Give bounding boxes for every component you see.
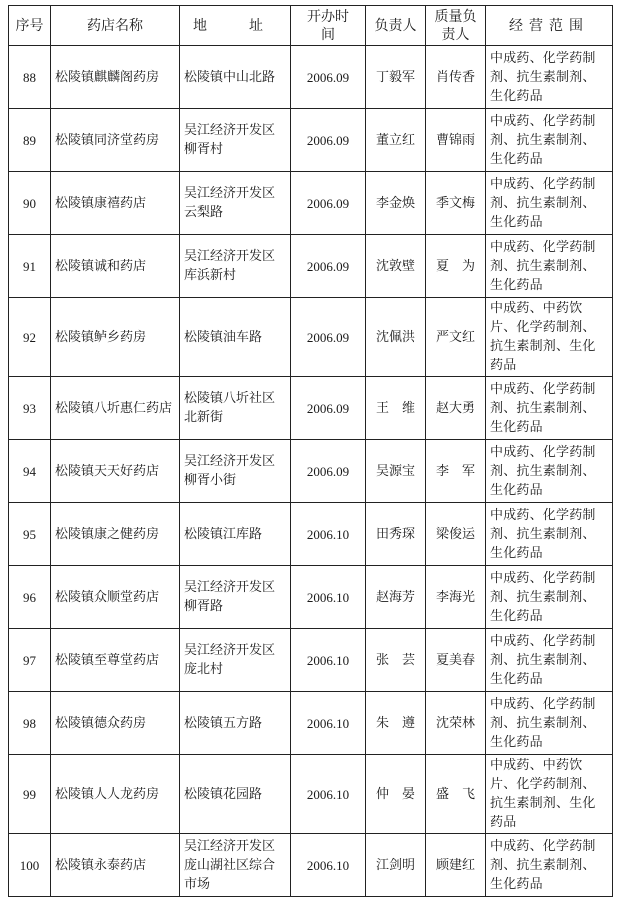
header-opened: 开办时间	[291, 6, 366, 46]
cell-manager: 朱 遵	[366, 692, 426, 755]
cell-opened: 2006.10	[291, 834, 366, 897]
cell-scope: 中成药、中药饮片、化学药制剂、抗生素制剂、生化药品	[486, 298, 613, 377]
cell-name: 松陵镇德众药房	[51, 692, 180, 755]
cell-opened: 2006.09	[291, 109, 366, 172]
cell-quality: 顾建红	[426, 834, 486, 897]
header-manager: 负责人	[366, 6, 426, 46]
table-row	[9, 235, 613, 298]
cell-quality: 李海光	[426, 566, 486, 629]
cell-no: 98	[9, 692, 51, 755]
cell-manager: 江剑明	[366, 834, 426, 897]
cell-name: 松陵镇天天好药店	[51, 440, 180, 503]
cell-name: 松陵镇永泰药店	[51, 834, 180, 897]
cell-name: 松陵镇诚和药店	[51, 235, 180, 298]
cell-address: 吴江经济开发区庞北村	[180, 629, 291, 692]
cell-opened: 2006.09	[291, 377, 366, 440]
cell-address: 吴江经济开发区柳胥小街	[180, 440, 291, 503]
header-no: 序号	[9, 6, 51, 46]
cell-no: 88	[9, 46, 51, 109]
cell-manager: 田秀琛	[366, 503, 426, 566]
cell-no: 91	[9, 235, 51, 298]
cell-scope: 中成药、化学药制剂、抗生素制剂、生化药品	[486, 109, 613, 172]
cell-quality: 沈荣林	[426, 692, 486, 755]
cell-manager: 沈佩洪	[366, 298, 426, 377]
header-name: 药店名称	[51, 6, 180, 46]
cell-no: 93	[9, 377, 51, 440]
cell-scope: 中成药、化学药制剂、抗生素制剂、生化药品	[486, 377, 613, 440]
cell-scope: 中成药、化学药制剂、抗生素制剂、生化药品	[486, 692, 613, 755]
table-row	[9, 629, 613, 692]
cell-opened: 2006.10	[291, 503, 366, 566]
cell-quality: 严文红	[426, 298, 486, 377]
table-row	[9, 172, 613, 235]
table-row	[9, 109, 613, 172]
cell-quality: 曹锦雨	[426, 109, 486, 172]
cell-no: 96	[9, 566, 51, 629]
cell-opened: 2006.10	[291, 692, 366, 755]
cell-address: 松陵镇花园路	[180, 755, 291, 834]
cell-quality: 季文梅	[426, 172, 486, 235]
cell-scope: 中成药、化学药制剂、抗生素制剂、生化药品	[486, 629, 613, 692]
cell-manager: 赵海芳	[366, 566, 426, 629]
cell-opened: 2006.10	[291, 629, 366, 692]
cell-address: 吴江经济开发区柳胥路	[180, 566, 291, 629]
cell-no: 100	[9, 834, 51, 897]
table-row	[9, 377, 613, 440]
cell-no: 90	[9, 172, 51, 235]
cell-name: 松陵镇至尊堂药店	[51, 629, 180, 692]
cell-address: 松陵镇五方路	[180, 692, 291, 755]
cell-scope: 中成药、中药饮片、化学药制剂、抗生素制剂、生化药品	[486, 755, 613, 834]
table-row	[9, 755, 613, 834]
cell-address: 松陵镇江库路	[180, 503, 291, 566]
table-row	[9, 566, 613, 629]
cell-opened: 2006.10	[291, 566, 366, 629]
cell-no: 92	[9, 298, 51, 377]
cell-opened: 2006.09	[291, 235, 366, 298]
cell-scope: 中成药、化学药制剂、抗生素制剂、生化药品	[486, 46, 613, 109]
cell-name: 松陵镇人人龙药房	[51, 755, 180, 834]
cell-name: 松陵镇麒麟阁药房	[51, 46, 180, 109]
cell-scope: 中成药、化学药制剂、抗生素制剂、生化药品	[486, 440, 613, 503]
cell-quality: 梁俊运	[426, 503, 486, 566]
cell-quality: 肖传香	[426, 46, 486, 109]
cell-name: 松陵镇康之健药房	[51, 503, 180, 566]
cell-scope: 中成药、化学药制剂、抗生素制剂、生化药品	[486, 172, 613, 235]
cell-no: 97	[9, 629, 51, 692]
cell-manager: 沈敦壁	[366, 235, 426, 298]
cell-no: 95	[9, 503, 51, 566]
cell-quality: 李 军	[426, 440, 486, 503]
cell-no: 94	[9, 440, 51, 503]
cell-quality: 夏美春	[426, 629, 486, 692]
header-quality: 质量负责人	[426, 6, 486, 46]
cell-address: 吴江经济开发区库浜新村	[180, 235, 291, 298]
header-address: 地 址	[180, 6, 291, 46]
cell-manager: 丁毅军	[366, 46, 426, 109]
cell-manager: 吴源宝	[366, 440, 426, 503]
cell-name: 松陵镇众顺堂药店	[51, 566, 180, 629]
cell-address: 松陵镇八圻社区北新街	[180, 377, 291, 440]
cell-scope: 中成药、化学药制剂、抗生素制剂、生化药品	[486, 566, 613, 629]
cell-opened: 2006.09	[291, 46, 366, 109]
cell-scope: 中成药、化学药制剂、抗生素制剂、生化药品	[486, 834, 613, 897]
cell-address: 吴江经济开发区庞山湖社区综合市场	[180, 834, 291, 897]
cell-address: 松陵镇油车路	[180, 298, 291, 377]
cell-opened: 2006.09	[291, 440, 366, 503]
cell-address: 吴江经济开发区柳胥村	[180, 109, 291, 172]
table-row	[9, 503, 613, 566]
cell-scope: 中成药、化学药制剂、抗生素制剂、生化药品	[486, 503, 613, 566]
cell-address: 吴江经济开发区云梨路	[180, 172, 291, 235]
header-scope: 经营范围	[486, 6, 613, 46]
cell-name: 松陵镇鲈乡药房	[51, 298, 180, 377]
cell-address: 松陵镇中山北路	[180, 46, 291, 109]
cell-quality: 赵大勇	[426, 377, 486, 440]
table-row	[9, 440, 613, 503]
table-row	[9, 692, 613, 755]
cell-manager: 王 维	[366, 377, 426, 440]
cell-name: 松陵镇康禧药店	[51, 172, 180, 235]
cell-opened: 2006.09	[291, 172, 366, 235]
cell-name: 松陵镇八圻惠仁药店	[51, 377, 180, 440]
cell-quality: 盛 飞	[426, 755, 486, 834]
cell-quality: 夏 为	[426, 235, 486, 298]
table-row	[9, 298, 613, 377]
cell-manager: 李金焕	[366, 172, 426, 235]
cell-no: 99	[9, 755, 51, 834]
cell-name: 松陵镇同济堂药房	[51, 109, 180, 172]
cell-scope: 中成药、化学药制剂、抗生素制剂、生化药品	[486, 235, 613, 298]
header-row	[9, 6, 613, 46]
table-row	[9, 834, 613, 897]
cell-opened: 2006.09	[291, 298, 366, 377]
cell-manager: 张 芸	[366, 629, 426, 692]
cell-no: 89	[9, 109, 51, 172]
pharmacy-table	[8, 5, 613, 897]
cell-manager: 董立红	[366, 109, 426, 172]
table-row	[9, 46, 613, 109]
cell-opened: 2006.10	[291, 755, 366, 834]
cell-manager: 仲 晏	[366, 755, 426, 834]
